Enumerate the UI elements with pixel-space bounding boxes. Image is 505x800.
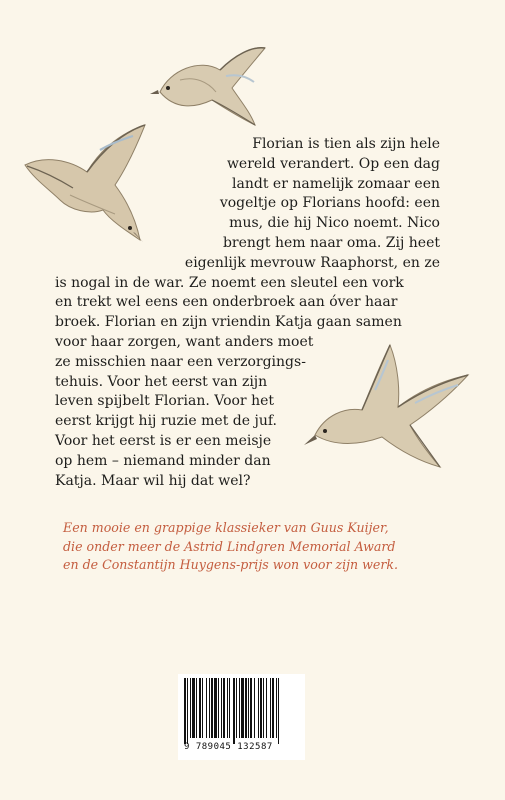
blurb-line: op hem – niemand minder dan [55,452,271,469]
barcode-bar [276,678,277,738]
barcode-bar [266,678,267,738]
blurb-line: Florian is tien als zijn hele [252,136,440,152]
barcode-bar [199,678,201,738]
blurb-line: eigenlijk mevrouw Raaphorst, en ze [184,254,440,271]
blurb-line: mus, die hij Nico noemt. Nico [229,215,440,232]
barcode-bar [184,678,186,744]
barcode-bar [250,678,252,738]
blurb-line: wereld verandert. Op een dag [226,155,440,172]
blurb-line: brengt hem naar oma. Zij heet [222,234,440,251]
blurb-line: Katja. Maar wil hij dat wel? [55,472,251,489]
blurb-line: leven spijbelt Florian. Voor het [55,393,274,410]
barcode-bar [254,678,255,738]
blurb-line: Voor het eerst is er een meisje [55,432,272,449]
barcode-bar [211,678,213,738]
barcode-bar [263,678,264,738]
author-quote [63,519,463,575]
blurb-line: eerst krijgt hij ruzie met de juf. [55,413,277,430]
blurb-line: landt er namelijk zomaar een [232,175,440,192]
barcode-bar [187,678,188,744]
quote-line: Een mooie en grappige klassieker van Guus Kuijer, [63,520,389,535]
barcode-bar [221,678,222,738]
barcode-bar [239,678,240,738]
blurb-line: voor haar zorgen, want anders moet [55,333,314,350]
barcode-bar [218,678,219,738]
barcode-bar [260,678,262,738]
blurb-line: is nogal in de war. Ze noemt een sleutel een vork [55,274,404,291]
barcode-bar [209,678,210,738]
barcode-bar [229,678,230,738]
blurb-line: tehuis. Voor het eerst van zijn [55,373,268,390]
barcode-bar [190,678,191,738]
isbn-number: 9 789045 132587 [184,742,273,752]
barcode-bar [206,678,207,738]
barcode-bar [236,678,237,738]
barcode-bar [223,678,225,738]
barcode-bar [196,678,197,738]
blurb-line: en trekt wel eens een onderbroek aan óver haar [55,294,398,311]
barcode-bar [258,678,259,738]
back-cover-blurb [0,135,440,491]
blurb-line: vogeltje op Florians hoofd: een [219,195,440,212]
barcode-bar [227,678,228,738]
barcode-bar [192,678,195,738]
barcode-bar [241,678,244,738]
barcode-bar [245,678,247,738]
barcode-bar [270,678,271,738]
blurb-line: ze misschien naar een verzorgings- [55,353,306,370]
blurb-line: broek. Florian en zijn vriendin Katja gaan samen [55,314,402,331]
barcode-bar [233,678,235,744]
barcode-bar [272,678,274,738]
barcode-bar [202,678,203,738]
quote-line: die onder meer de Astrid Lindgren Memorial Award [63,538,396,554]
barcode-bar [214,678,217,738]
quote-line: en de Constantijn Huygens-prijs won voor zijn werk. [63,557,399,572]
barcode-bar [278,678,279,744]
barcode-bar [248,678,249,738]
